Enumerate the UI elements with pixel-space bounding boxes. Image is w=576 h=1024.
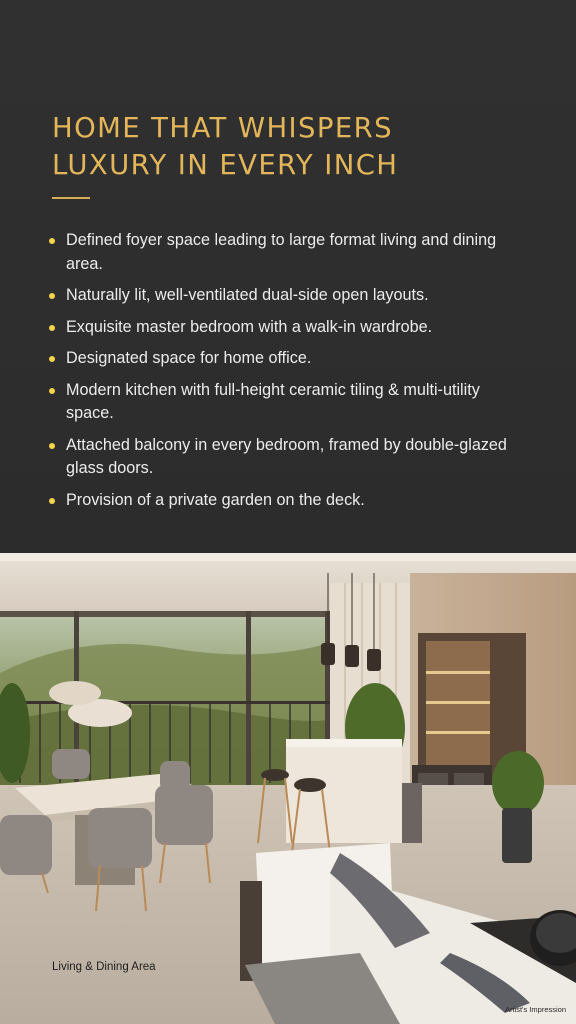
feature-text: Naturally lit, well-ventilated dual-side open layouts. (66, 286, 429, 304)
feature-text: Attached balcony in every bedroom, framed by double-glazed glass doors. (66, 435, 507, 477)
gold-divider (52, 197, 90, 199)
headline-line-2: LUXURY IN EVERY INCH (52, 149, 399, 182)
feature-text: Designated space for home office. (66, 349, 312, 367)
headline (52, 110, 532, 184)
feature-item (46, 284, 516, 308)
feature-item (46, 489, 516, 513)
bullet-icon (49, 293, 55, 299)
feature-list (46, 229, 516, 520)
feature-item (46, 434, 516, 481)
feature-text: Provision of a private garden on the deck. (66, 490, 365, 509)
feature-item (46, 229, 516, 276)
feature-item (46, 316, 516, 340)
bullet-icon (49, 388, 55, 394)
kitchen-island (286, 743, 402, 843)
feature-item (46, 379, 516, 426)
headline-line-1: HOME THAT WHISPERS (52, 112, 394, 145)
bullet-icon (49, 498, 55, 504)
bullet-icon (49, 238, 55, 244)
feature-text: Modern kitchen with full-height ceramic tiling & multi-utility space. (66, 380, 480, 422)
bullet-icon (49, 325, 55, 331)
feature-text: Exquisite master bedroom with a walk-in wardrobe. (66, 317, 433, 336)
bullet-icon (49, 356, 55, 362)
photo-caption: Living & Dining Area (52, 961, 156, 973)
feature-item (46, 347, 516, 371)
bullet-icon (49, 443, 55, 449)
living-dining-photo (0, 553, 576, 1024)
artists-impression-note: Artist's Impression (504, 1005, 566, 1014)
interior-illustration (0, 553, 576, 1024)
feature-text: Defined foyer space leading to large format living and dining area. (66, 231, 497, 273)
